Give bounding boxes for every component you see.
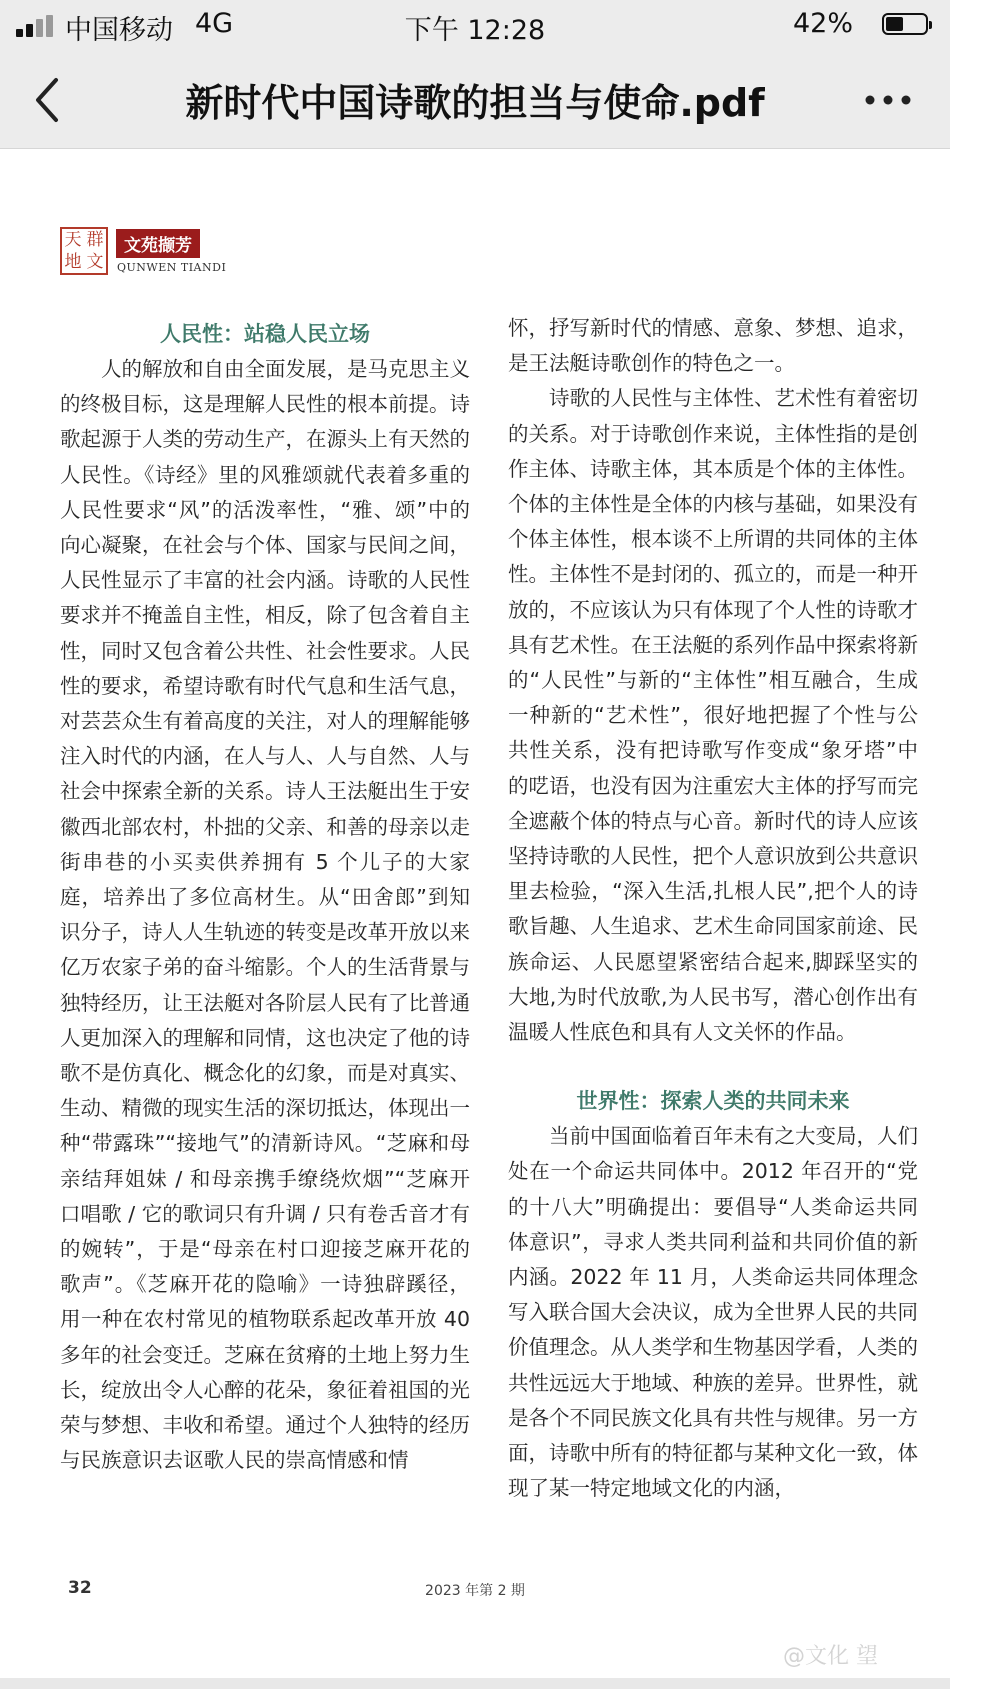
- body-paragraph: 人的解放和自由全面发展，是马克思主义的终极目标，这是理解人民性的根本前提。诗歌起源于人类的劳动生产，在源头上有天然的人民性。《诗经》里的风雅颂就代表着多重的人民性要求“风”的活泼率性，“雅、颂”中的向心凝聚，在社会与个体、国家与民间之间，人民性显示了丰富的社会内涵。诗歌的人民性要求并不掩盖自主性，相反，除了包含着自主性，同时又包含着公共性、社会性要求。人民性的要求，希望诗歌有时代气息和生活气息，对芸芸众生有着高度的关注，对人的理解能够注入时代的内涵，在人与人、人与自然、人与社会中探索全新的关系。诗人王法艇出生于安徽西北部农村，朴拙的父亲、和善的母亲以走街串巷的小买卖供养拥有 5 个儿子的大家庭，培养出了多位高材生。从“田舍郎”到知识分子，诗人人生轨迹的转变是改革开放以来亿万农家子弟的奋斗缩影。个人的生活背景与独特经历，让王法艇对各阶层人民有了比普通人更加深入的理解和同情，这也决定了他的诗歌不是仿真化、概念化的幻象，而是对真实、生动、精微的现实生活的深切抵达，体现出一种“带露珠”“接地气”的清新诗风。“芝麻和母亲结拜姐妹 / 和母亲携手缭绕炊烟”“芝麻开口唱歌 / 它的歌词只有升调 / 只有卷舌音才有的婉转”，于是“母亲在村口迎接芝麻开花的歌声”。《芝麻开花的隐喻》一诗独辟蹊径，用一种在农村常见的植物联系起改革开放 40 多年的社会变迁。芝麻在贫瘠的土地上努力生长，绽放出令人心醉的花朵，象征着祖国的光荣与梦想、丰收和希望。通过个人独特的经历与民族意识去讴歌人民的崇高情感和情: [60, 357, 470, 1473]
- battery-percentage: 42%: [792, 8, 853, 39]
- status-time: 下午 12:28: [404, 15, 546, 46]
- pdf-page[interactable]: [0, 149, 950, 1678]
- document-title: 新时代中国诗歌的担当与使命.pdf: [185, 81, 765, 125]
- carrier-name: 中国移动: [65, 15, 173, 46]
- right-column: [508, 311, 918, 1507]
- body-paragraph: 诗歌的人民性与主体性、艺术性有着密切的关系。对于诗歌创作来说，主体性指的是创作主体、诗歌主体，其本质是个体的主体性。个体的主体性是全体的内核与基础，如果没有个体主体性，根本谈不上所谓的共同体的主体性。主体性不是封闭的、孤立的，而是一种开放的，不应该认为只有体现了个人性的诗歌才具有艺术性。在王法艇的系列作品中探索将新的“人民性”与新的“主体性”相互融合，生成一种新的“艺术性”，很好地把握了个性与公共性关系，没有把诗歌写作变成“象牙塔”中的呓语，也没有因为注重宏大主体的抒写而完全遮蔽个体的特点与心音。新时代的诗人应该坚持诗歌的人民性，把个人意识放到公共意识里去检验，“深入生活,扎根人民”,把个人的诗歌旨趣、人生追求、艺术生命同国家前途、民族命运、人民愿望紧密结合起来,脚踩坚实的大地,为时代放歌,为人民书写，潜心创作出有温暖人性底色和具有人文关怀的作品。: [508, 386, 918, 1045]
- bottom-strip: [0, 1678, 950, 1689]
- network-type: 4G: [195, 8, 234, 39]
- seal-logo: 天 群 地 文: [60, 227, 108, 275]
- more-options-button[interactable]: [858, 82, 918, 118]
- section-heading-people: 人民性：站稳人民立场: [160, 322, 370, 346]
- chevron-left-icon: [30, 72, 80, 128]
- logo-roman-text: QUNWEN TIANDI: [117, 261, 227, 274]
- battery-icon: [882, 13, 928, 35]
- left-column: [60, 317, 470, 1479]
- watermark: @文化 望: [783, 1644, 878, 1669]
- page-number: 32: [68, 1578, 92, 1598]
- status-bar: [0, 0, 950, 52]
- more-horizontal-icon: [858, 82, 918, 118]
- section-heading-world: 世界性：探索人类的共同未来: [576, 1089, 850, 1114]
- section-tag: 文苑撷芳: [116, 229, 200, 258]
- back-button[interactable]: [30, 72, 80, 128]
- right-margin: [950, 0, 1000, 1689]
- body-paragraph: 当前中国面临着百年未有之大变局，人们处在一个命运共同体中。2012 年召开的“党的十八大”明确提出：要倡导“人类命运共同体意识”，寻求人类共同利益和共同价值的新内涵。2022 年 11 月，人类命运共同体理念写入联合国大会决议，成为全世界人民的共同价值理念。从人类学和生物基因学看，人类的共性远远大于地域、种族的差异。世界性，就是各个不同民族文化具有共性与规律。另一方面，诗歌中所有的特征都与某种文化一致，体现了某一特定地域文化的内涵，: [508, 1124, 918, 1501]
- issue-label: 2023 年第 2 期: [425, 1583, 525, 1599]
- navigation-bar: [0, 52, 950, 149]
- body-paragraph-continuation: 怀，抒写新时代的情感、意象、梦想、追求，是王法艇诗歌创作的特色之一。: [508, 316, 918, 376]
